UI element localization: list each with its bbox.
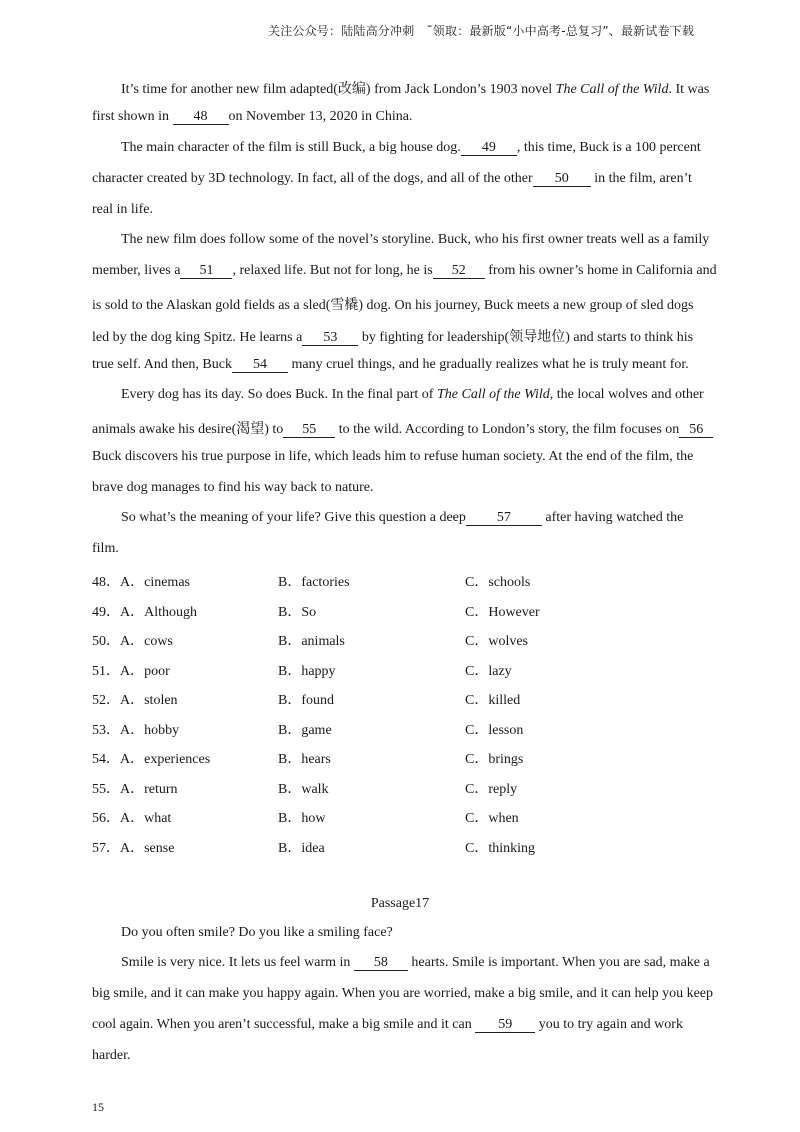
book-title: The Call of the Wild <box>555 82 669 97</box>
option-a[interactable]: A．what <box>120 811 172 826</box>
p1-line2 <box>92 109 412 125</box>
text: to the wild. According to London’s story, the film focuses on <box>335 422 680 437</box>
p2-line2 <box>92 171 692 187</box>
p3-line3: is sold to the Alaskan gold fields as a sled(雪橇) dog. On his journey, Buck meets a new group of sled dogs <box>92 298 694 313</box>
option-a[interactable]: A．return <box>120 782 178 797</box>
blank-49[interactable]: 49 <box>461 140 517 156</box>
p17-question: Do you often smile? Do you like a smiling face? <box>121 925 393 940</box>
blank-52[interactable]: 52 <box>433 263 485 279</box>
p5-line2: film. <box>92 541 119 556</box>
question-number: 49． <box>92 605 120 620</box>
page-number: 15 <box>92 1100 104 1114</box>
option-a[interactable]: A．cows <box>120 634 173 649</box>
p3-line2 <box>92 263 717 279</box>
p17-line4: harder. <box>92 1048 131 1063</box>
p17-line3 <box>92 1017 683 1033</box>
text: after having watched the <box>541 510 684 525</box>
text: Every dog has its day. So does Buck. In the final part of <box>121 387 437 402</box>
option-b[interactable]: B．walk <box>278 782 329 797</box>
p3-line5 <box>92 357 689 373</box>
option-a[interactable]: A．experiences <box>120 752 211 767</box>
question-number: 50． <box>92 634 120 649</box>
blank-51[interactable]: 51 <box>180 263 232 279</box>
option-b[interactable]: B．how <box>278 811 326 826</box>
option-b[interactable]: B．idea <box>278 841 325 856</box>
text: cool again. When you aren’t successful, make a big smile and it can <box>92 1017 476 1032</box>
passage-title: Passage17 <box>370 896 430 911</box>
text: So what’s the meaning of your life? Give this question a deep <box>121 510 466 525</box>
text: , relaxed life. But not for long, he is <box>232 263 433 278</box>
p4-line4: brave dog manages to find his way back to nature. <box>92 480 374 495</box>
option-a[interactable]: A．sense <box>120 841 175 856</box>
blank-58[interactable]: 58 <box>354 955 408 971</box>
text: you to try again and work <box>535 1017 683 1032</box>
option-a[interactable]: A．hobby <box>120 723 180 738</box>
option-b[interactable]: B．hears <box>278 752 331 767</box>
text: The main character of the film is still Buck, a big house dog. <box>121 140 461 155</box>
p17-line1 <box>121 955 710 971</box>
question-number: 57． <box>92 841 120 856</box>
option-c[interactable]: C．schools <box>465 575 531 590</box>
option-c[interactable]: C．brings <box>465 752 524 767</box>
p17-line2: big smile, and it can make you happy again. When you are worried, make a big smile, and it can help you keep <box>92 986 713 1001</box>
option-a[interactable]: A．Although <box>120 605 197 620</box>
p4-line1 <box>121 387 704 403</box>
question-number: 53． <box>92 723 120 738</box>
option-c[interactable]: C．killed <box>465 693 521 708</box>
page-header: 关注公众号：陆陆高分冲刺 ˜领取：最新版“小中高考-总复习”、最新试卷下载 <box>268 24 695 38</box>
option-c[interactable]: C．lazy <box>465 664 512 679</box>
text: in the film, aren’t <box>590 171 692 186</box>
p2-line1 <box>121 140 701 156</box>
text: character created by 3D technology. In fact, all of the dogs, and all of the other <box>92 171 533 186</box>
option-c[interactable]: C．wolves <box>465 634 528 649</box>
option-a[interactable]: A．cinemas <box>120 575 190 590</box>
p2-line3: real in life. <box>92 202 154 217</box>
blank-59[interactable]: 59 <box>475 1017 535 1033</box>
blank-54[interactable]: 54 <box>232 357 288 373</box>
p4-line2 <box>92 418 713 438</box>
book-title: The Call of the Wild <box>436 387 550 402</box>
option-a[interactable]: A．poor <box>120 664 170 679</box>
text: from his owner’s home in California and <box>484 263 717 278</box>
question-number: 54． <box>92 752 120 767</box>
p3-line4 <box>92 326 693 346</box>
question-number: 52． <box>92 693 120 708</box>
text: member, lives a <box>92 263 181 278</box>
text: first shown in <box>92 109 173 124</box>
question-number: 55． <box>92 782 120 797</box>
text: It’s time for another new film adapted(改编) from Jack London’s 1903 novel <box>121 82 556 97</box>
option-b[interactable]: B．game <box>278 723 332 738</box>
question-number: 56． <box>92 811 120 826</box>
p3-line1: The new film does follow some of the novel’s storyline. Buck, who his first owner treats well as a family <box>121 232 710 247</box>
option-a[interactable]: A．stolen <box>120 693 178 708</box>
text: . It was <box>668 82 710 97</box>
p1-line1 <box>121 78 709 98</box>
option-c[interactable]: C．thinking <box>465 841 536 856</box>
option-b[interactable]: B．factories <box>278 575 350 590</box>
text: many cruel things, and he gradually realizes what he is truly meant for. <box>287 357 689 372</box>
p5-line1 <box>121 510 683 526</box>
option-b[interactable]: B．So <box>278 605 317 620</box>
text: true self. And then, Buck <box>92 357 232 372</box>
blank-55[interactable]: 55 <box>283 422 335 438</box>
option-b[interactable]: B．animals <box>278 634 345 649</box>
option-c[interactable]: C．reply <box>465 782 518 797</box>
text: animals awake his desire(渴望) to <box>92 422 284 437</box>
text: , the local wolves and other <box>549 387 704 402</box>
blank-57[interactable]: 57 <box>466 510 542 526</box>
option-b[interactable]: B．happy <box>278 664 336 679</box>
option-c[interactable]: C．when <box>465 811 519 826</box>
question-number: 51． <box>92 664 120 679</box>
option-b[interactable]: B．found <box>278 693 334 708</box>
text: on November 13, 2020 in China. <box>228 109 413 124</box>
option-c[interactable]: C．However <box>465 605 540 620</box>
text: led by the dog king Spitz. He learns a <box>92 330 303 345</box>
option-c[interactable]: C．lesson <box>465 723 524 738</box>
text: by fighting for leadership(领导地位) and starts to think his <box>358 330 694 345</box>
blank-53[interactable]: 53 <box>302 330 358 346</box>
text: hearts. Smile is important. When you are sad, make a <box>407 955 710 970</box>
question-number: 48． <box>92 575 120 590</box>
blank-56[interactable]: 56 <box>679 422 713 438</box>
blank-48[interactable]: 48 <box>173 109 229 125</box>
p4-line3: Buck discovers his true purpose in life, which leads him to refuse human society. At the end of the film, the <box>92 449 694 464</box>
blank-50[interactable]: 50 <box>533 171 591 187</box>
text: , this time, Buck is a 100 percent <box>516 140 701 155</box>
text: Smile is very nice. It lets us feel warm in <box>121 955 354 970</box>
